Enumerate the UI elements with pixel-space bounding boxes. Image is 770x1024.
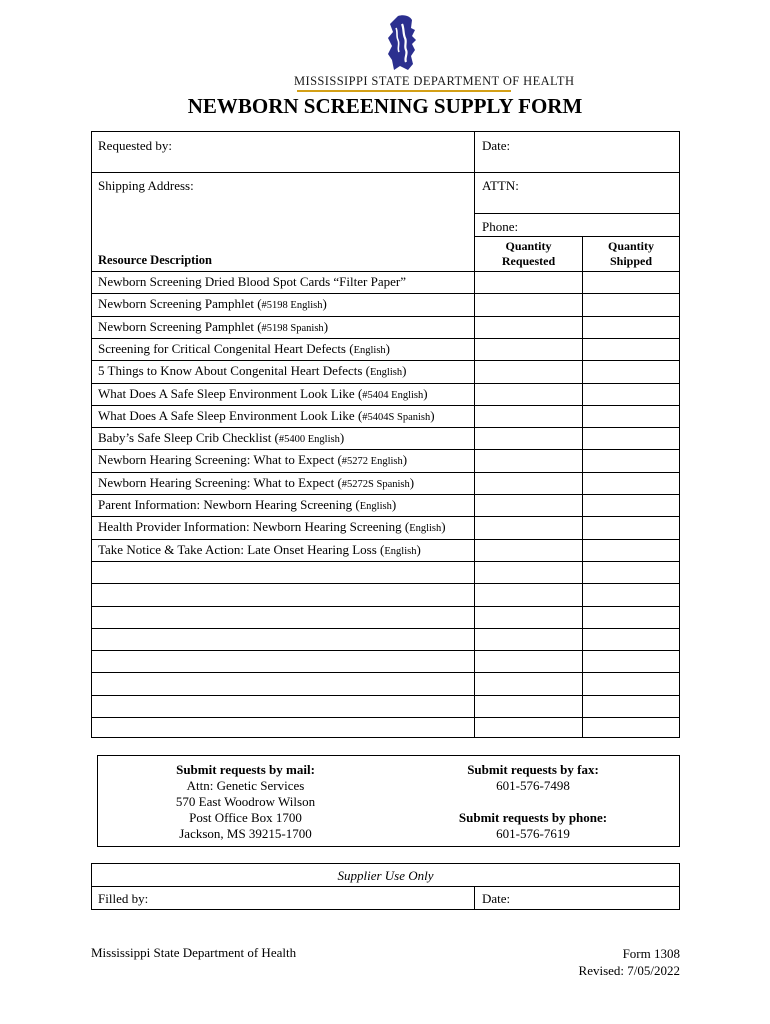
quantity-requested-cell[interactable] [475,383,582,404]
quantity-shipped-cell[interactable] [583,695,679,716]
agency-name: MISSISSIPPI STATE DEPARTMENT OF HEALTH [294,74,575,88]
footer-form-info [579,945,680,979]
phone-heading: Submit requests by phone: [458,810,608,825]
quantity-shipped-cell[interactable] [583,672,679,693]
resource-item-code: English [370,367,403,379]
quantity-requested-header [475,239,582,269]
quantity-shipped-cell[interactable] [583,494,679,515]
quantity-shipped-cell[interactable] [583,583,679,604]
quantity-shipped-header [583,239,679,269]
resource-item-title: Take Notice & Take Action: Late Onset Hearing Loss ( [98,541,385,557]
row-divider [92,472,679,473]
row-divider [92,360,679,361]
quantity-requested-cell[interactable] [475,271,582,292]
quantity-requested-cell[interactable] [475,672,582,693]
quantity-shipped-cell[interactable] [583,561,679,582]
agency-underline [297,90,511,92]
quantity-shipped-cell[interactable] [583,338,679,359]
resource-item-tail: ) [409,474,415,490]
resource-item-tail: ) [441,519,446,535]
quantity-shipped-cell[interactable] [583,472,679,493]
supply-form-grid [91,131,680,738]
row-divider [92,293,679,294]
resource-item-title: 5 Things to Know About Congenital Heart Defects ( [98,363,370,379]
resource-item-title: Newborn Screening Dried Blood Spot Cards “Filter Paper” [98,274,406,289]
resource-item-tail: ) [402,452,408,468]
resource-item-tail: ) [385,340,391,356]
mail-line: 570 East Woodrow Wilson [175,794,316,809]
divider [92,172,679,173]
divider [475,213,679,214]
supplier-heading: Supplier Use Only [337,868,434,883]
resource-item-title: Newborn Hearing Screening: What to Expect ( [98,474,342,490]
resource-item-label [98,274,406,290]
supplier-use-box [91,863,680,910]
resource-item-tail: ) [402,363,407,379]
resource-item-tail: ) [322,296,327,312]
resource-item-code: #5404S Spanish [362,411,431,423]
phone-number: 601-576-7619 [496,826,570,841]
quantity-requested-cell[interactable] [475,539,582,560]
resource-item-code: English [359,501,392,512]
resource-item-title: Newborn Hearing Screening: What to Expect ( [98,452,342,468]
quantity-requested-cell[interactable] [475,583,582,604]
resource-item-code: English [384,545,417,557]
row-divider [92,628,679,629]
resource-item-code: #5404 English [362,389,424,401]
quantity-shipped-cell[interactable] [583,606,679,627]
footer-agency: Mississippi State Department of Health [91,945,297,960]
resource-item-label [98,542,421,558]
agency-logo-block [294,14,575,92]
quantity-shipped-cell[interactable] [583,427,679,448]
fax-number: 601-576-7498 [496,778,570,793]
resource-item-label [98,296,327,312]
row-divider [92,449,679,450]
quantity-requested-cell[interactable] [475,606,582,627]
quantity-shipped-cell[interactable] [583,628,679,649]
row-divider [92,695,679,696]
resource-item-code: #5272S Spanish [341,478,410,490]
quantity-shipped-cell[interactable] [583,539,679,560]
resource-item-code: #5400 English [278,434,340,446]
quantity-shipped-cell[interactable] [583,516,679,537]
resource-item-title: Screening for Critical Congenital Heart Defects ( [98,340,354,356]
row-divider [92,717,679,718]
resource-item-title: What Does A Safe Sleep Environment Look Like ( [98,385,363,401]
mail-heading: Submit requests by mail: [176,762,315,777]
row-divider [92,516,679,517]
row-divider [92,583,679,584]
resource-item-title: Newborn Screening Pamphlet ( [98,296,262,312]
divider [92,886,679,887]
resource-item-tail: ) [416,541,421,557]
quantity-requested-cell[interactable] [475,472,582,493]
quantity-requested-cell[interactable] [475,338,582,359]
quantity-requested-cell[interactable] [475,516,582,537]
divider [474,886,475,909]
divider [475,236,679,237]
mail-line: Attn: Genetic Services [186,778,305,793]
row-divider [92,561,679,562]
quantity-requested-cell[interactable] [475,717,582,738]
resource-item-code: #5272 English [341,456,403,468]
row-divider [92,316,679,317]
row-divider [92,383,679,384]
resource-item-label [98,386,428,402]
resource-item-tail: ) [430,407,435,423]
quantity-requested-line2: Requested [501,254,556,268]
resource-item-label [98,408,435,424]
form-title: NEWBORN SCREENING SUPPLY FORM [187,94,583,118]
quantity-shipped-cell[interactable] [583,293,679,314]
row-divider [92,606,679,607]
resource-item-title: Health Provider Information: Newborn Hearing Screening ( [98,519,410,535]
date-label: Date: [482,138,511,153]
row-divider [92,494,679,495]
submit-requests-box [97,755,680,847]
quantity-shipped-cell[interactable] [583,717,679,738]
resource-item-label [98,519,446,535]
revised-date: Revised: 7/05/2022 [578,963,680,978]
resource-item-label [98,430,344,446]
resource-item-tail: ) [423,385,428,401]
quantity-requested-cell[interactable] [475,360,582,381]
quantity-shipped-cell[interactable] [583,383,679,404]
submit-by-mail [138,762,353,842]
fax-heading: Submit requests by fax: [467,762,599,777]
resource-item-code: English [409,523,442,535]
quantity-shipped-line1: Quantity [607,239,654,253]
form-number: Form 1308 [622,946,680,961]
resource-item-code: English [353,344,386,356]
quantity-shipped-cell[interactable] [583,405,679,426]
quantity-requested-cell[interactable] [475,316,582,337]
quantity-requested-cell[interactable] [475,695,582,716]
resource-item-label [98,363,406,379]
resource-item-tail: ) [323,318,329,334]
quantity-requested-cell[interactable] [475,293,582,314]
row-divider [92,405,679,406]
row-divider [92,672,679,673]
submit-by-fax-phone [428,762,638,842]
filled-by-label: Filled by: [98,891,149,906]
quantity-shipped-line2: Shipped [609,254,653,268]
quantity-shipped-cell[interactable] [583,316,679,337]
quantity-shipped-cell[interactable] [583,449,679,470]
quantity-requested-line1: Quantity [505,239,552,253]
shipping-address-label: Shipping Address: [98,178,194,193]
quantity-requested-cell[interactable] [475,628,582,649]
resource-item-title: Baby’s Safe Sleep Crib Checklist ( [98,430,279,446]
requested-by-label: Requested by: [98,138,173,153]
row-divider [92,650,679,651]
row-divider [92,427,679,428]
quantity-requested-cell[interactable] [475,405,582,426]
msdh-logo-icon [384,14,424,72]
resource-item-code: #5198 Spanish [261,322,324,334]
row-divider [92,338,679,339]
attn-label: ATTN: [482,178,519,193]
resource-item-title: Newborn Screening Pamphlet ( [98,318,262,334]
resource-item-title: Parent Information: Newborn Hearing Screening ( [98,497,360,512]
quantity-requested-cell[interactable] [475,561,582,582]
resource-item-tail: ) [391,497,397,512]
supplier-date-label: Date: [482,891,511,906]
mail-line: Post Office Box 1700 [189,810,302,825]
mail-line: Jackson, MS 39215-1700 [179,826,312,841]
resource-item-title: What Does A Safe Sleep Environment Look Like ( [98,407,363,423]
resource-item-tail: ) [339,430,345,446]
resource-description-header: Resource Description [98,253,212,267]
row-divider [92,539,679,540]
phone-label: Phone: [482,219,519,234]
resource-item-label [98,497,396,513]
resource-item-label [98,475,414,491]
quantity-shipped-cell[interactable] [583,271,679,292]
quantity-requested-cell[interactable] [475,427,582,448]
resource-item-code: #5198 English [261,300,323,312]
quantity-requested-cell[interactable] [475,449,582,470]
quantity-requested-cell[interactable] [475,494,582,515]
quantity-requested-cell[interactable] [475,650,582,671]
resource-item-label [98,341,390,357]
quantity-shipped-cell[interactable] [583,650,679,671]
quantity-shipped-cell[interactable] [583,360,679,381]
resource-item-label [98,452,407,468]
resource-item-label [98,319,328,335]
